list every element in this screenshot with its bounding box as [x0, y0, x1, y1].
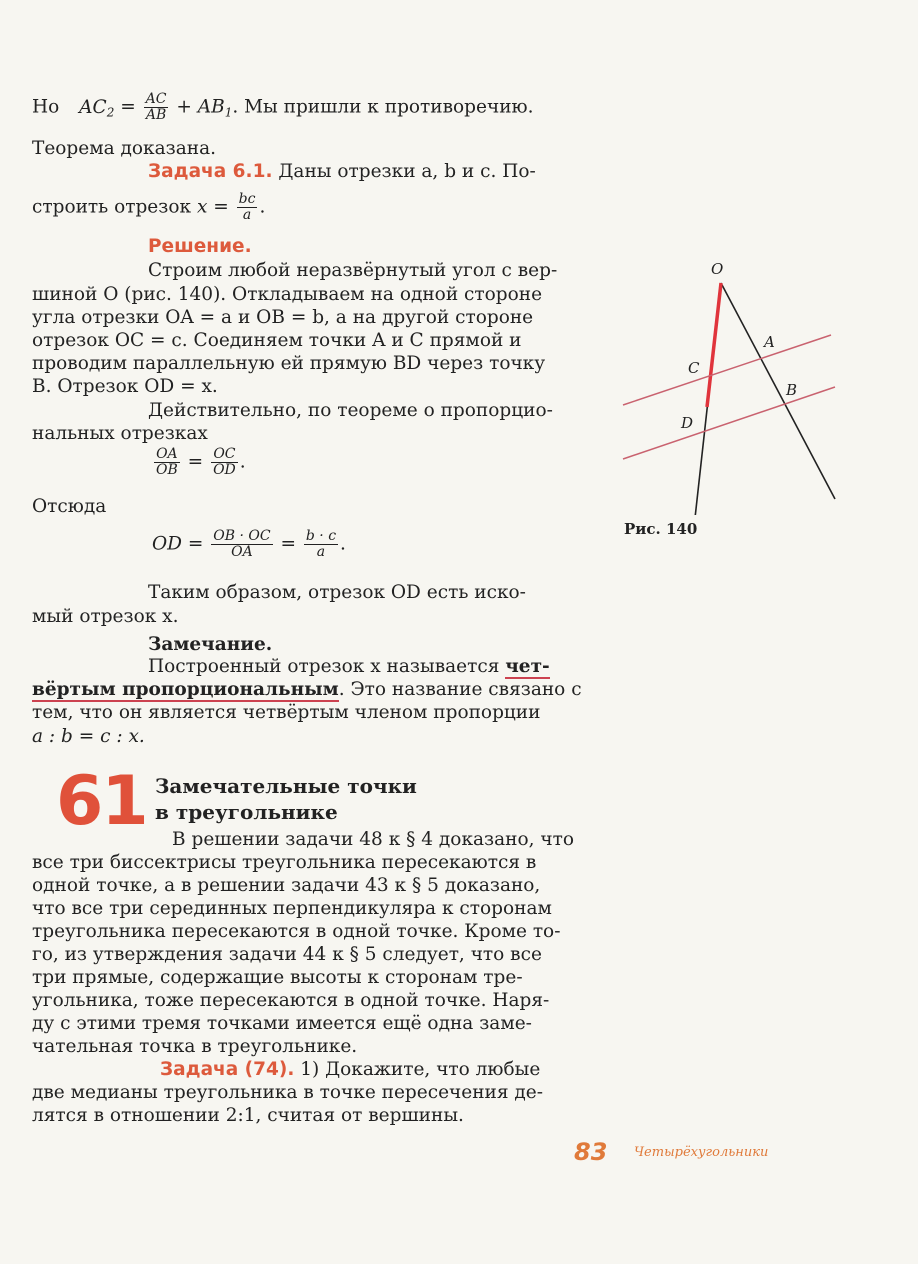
frac-oa: OA	[154, 447, 180, 463]
remark-line-4: a : b = c : x.	[32, 726, 145, 747]
fraction-oc-od	[211, 447, 238, 478]
remark-term-part-2: вёртым пропорциональным	[32, 679, 339, 700]
section-title-2: в треугольнике	[155, 800, 338, 824]
contradiction-text: . Мы пришли к противоречию.	[232, 96, 534, 118]
proportion-formula	[152, 447, 246, 478]
solution-line-7: нальных отрезках	[32, 423, 208, 444]
eq-sign: =	[120, 96, 136, 118]
segment-oc	[707, 283, 721, 407]
remark-label: Замечание.	[148, 634, 273, 655]
section-line-9: чательная точка в треугольнике.	[32, 1036, 358, 1057]
remark-line-3: тем, что он является четвёртым членом пропорции	[32, 702, 541, 723]
frac-den: AB	[145, 107, 167, 123]
task-74-line3: лятся в отношении 2:1, считая от вершины.	[32, 1105, 464, 1126]
solution-line-3: отрезок OC = c. Соединяем точки A и C прямой и	[32, 330, 522, 351]
theorem-proved: Теорема доказана.	[32, 138, 216, 159]
section-title-1: Замечательные точки	[155, 774, 417, 798]
solution-line-6: Действительно, по теореме о пропорцио-	[148, 400, 553, 421]
line-ac	[623, 335, 831, 405]
ab1-sub: 1	[224, 105, 233, 120]
section-line-8: ду с этими тремя точками имеется ещё одна заме-	[32, 1013, 532, 1034]
ac2-lhs: AC	[79, 96, 107, 118]
figure-caption: Рис. 140	[624, 520, 698, 538]
task-6-1-dot: .	[259, 196, 266, 218]
task-74-label: Задача (74).	[160, 1059, 295, 1080]
fraction-ob-oc-oa	[211, 529, 272, 560]
task-6-1-text: Даны отрезки a, b и c. По-	[278, 161, 536, 182]
remark-line-1	[148, 656, 550, 678]
frac-ob: OB	[156, 462, 178, 478]
frac-oc: OC	[211, 447, 238, 463]
solution-line-5: B. Отрезок OD = x.	[32, 376, 218, 397]
ray-ob	[721, 283, 835, 499]
frac-bc: bc	[238, 191, 256, 207]
frac-od: OD	[213, 462, 236, 478]
frac-a-den: a	[316, 544, 326, 560]
conclusion-line-1: Таким образом, отрезок OD есть иско-	[148, 582, 526, 603]
fraction-bc-a-2	[304, 529, 338, 560]
task-74-line1	[160, 1059, 540, 1081]
od-dot: .	[340, 533, 346, 555]
proportion-dot: .	[239, 451, 246, 473]
word-no: Но	[32, 96, 60, 118]
frac-a: a	[242, 207, 252, 223]
conclusion-line-2: мый отрезок x.	[32, 606, 179, 627]
label-d: D	[681, 414, 694, 432]
page-number: 83	[574, 1138, 608, 1166]
section-line-3: что все три серединных перпендикуляра к сторонам	[32, 898, 552, 919]
fraction-ac-ab	[144, 92, 169, 123]
ac2-sub: 2	[106, 105, 115, 120]
solution-line-4: проводим параллельную ей прямую BD через точку	[32, 353, 546, 374]
frac-oa-den: OA	[231, 544, 253, 560]
od-eq: =	[280, 533, 296, 555]
section-number: 61	[56, 762, 147, 841]
label-a: A	[764, 333, 775, 351]
od-formula	[152, 529, 346, 560]
task-74-text: 1) Докажите, что любые	[300, 1059, 541, 1080]
running-head: Четырёхугольники	[634, 1145, 769, 1160]
remark-text-1: Построенный отрезок x называется	[148, 656, 500, 677]
task-6-1-build: строить отрезок	[32, 196, 192, 218]
section-line-4: треугольника пересекаются в одной точке. Кроме то-	[32, 921, 561, 942]
od-lhs: OD =	[152, 533, 204, 555]
label-o: O	[711, 260, 724, 278]
task-74-line2: две медианы треугольника в точке пересечения де-	[32, 1082, 544, 1103]
section-line-1: все три биссектрисы треугольника пересекаются в	[32, 852, 537, 873]
frac-ob-oc: OB · OC	[213, 528, 271, 544]
task-6-1-line1	[148, 161, 536, 183]
label-b: B	[786, 381, 798, 399]
label-c: C	[688, 359, 700, 377]
task-6-1-label: Задача 6.1.	[148, 161, 273, 182]
remark-line-2	[32, 679, 582, 701]
proportion-eq: =	[187, 451, 204, 473]
hence-text: Отсюда	[32, 496, 107, 517]
remark-term-part-1: чет-	[505, 656, 550, 677]
solution-label: Решение.	[148, 236, 252, 257]
x-eq: x =	[196, 196, 229, 218]
section-line-6: три прямые, содержащие высоты к сторонам тре-	[32, 967, 523, 988]
section-line-2: одной точке, а в решении задачи 43 к § 5 доказано,	[32, 875, 541, 896]
top-line	[32, 92, 534, 124]
remark-text-2: . Это название связано с	[338, 679, 582, 700]
section-line-0: В решении задачи 48 к § 4 доказано, что	[172, 829, 574, 850]
section-line-5: го, из утверждения задачи 44 к § 5 следует, что все	[32, 944, 542, 965]
frac-b-c: b · c	[305, 528, 337, 544]
solution-line-2: угла отрезки OA = a и OB = b, а на другой стороне	[32, 307, 534, 328]
line-bd	[623, 387, 835, 459]
fraction-bc-a	[237, 192, 258, 223]
fraction-oa-ob	[154, 447, 180, 478]
figure-140	[615, 255, 855, 515]
plus-ab: + AB	[176, 96, 225, 118]
solution-line-1: шиной O (рис. 140). Откладываем на одной стороне	[32, 284, 543, 305]
frac-num: AC	[145, 91, 167, 107]
task-6-1-line2	[32, 192, 265, 223]
section-line-7: угольника, тоже пересекаются в одной точке. Наря-	[32, 990, 550, 1011]
solution-line-0: Строим любой неразвёрнутый угол с вер-	[148, 260, 558, 281]
